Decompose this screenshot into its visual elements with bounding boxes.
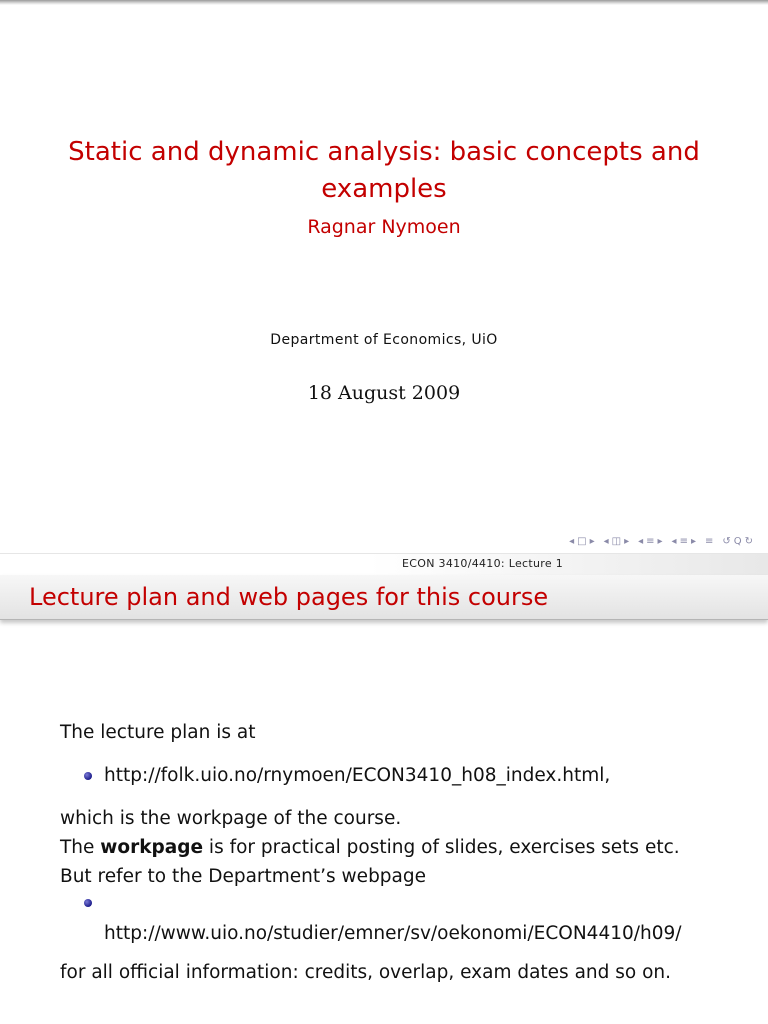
- slide-institute: Department of Economics, UiO: [270, 332, 498, 348]
- nav-search-icon[interactable]: ↺Q↻: [722, 536, 756, 547]
- nav-doc-icon[interactable]: ≡: [704, 536, 717, 547]
- bullet-icon: [84, 899, 92, 907]
- workpage-description: which is the workpage of the course.: [60, 808, 402, 829]
- nav-subsection-icon[interactable]: ◂≡▸: [671, 536, 699, 547]
- slide-title: Static and dynamic analysis: basic concepts and examples: [68, 137, 700, 204]
- beamer-navigation: [569, 536, 756, 547]
- text-the: The: [60, 837, 101, 858]
- final-text: for all official information: credits, overlap, exam dates and so on.: [60, 962, 672, 983]
- bullet-icon: [84, 772, 92, 780]
- slide-author: Ragnar Nymoen: [307, 216, 461, 238]
- nav-section-icon[interactable]: ◂≡▸: [638, 536, 666, 547]
- text-purpose-rest: is for practical posting of slides, exercises sets etc.: [203, 837, 680, 858]
- footer-lecture-label: ECON 3410/4410: Lecture 1: [402, 557, 563, 570]
- department-link[interactable]: http://www.uio.no/studier/emner/sv/oekonomi/ECON4410/h09/: [104, 923, 682, 944]
- top-shadow-bar: [0, 0, 768, 5]
- intro-text: The lecture plan is at: [60, 722, 256, 743]
- slide-date: 18 August 2009: [307, 382, 461, 404]
- nav-frame-icon[interactable]: ◂□▸: [569, 536, 598, 547]
- workpage-link[interactable]: http://folk.uio.no/rnymoen/ECON3410_h08_index.html,: [104, 765, 611, 786]
- list-item: [60, 919, 760, 948]
- nav-subsection-icon[interactable]: ◂◫▸: [603, 536, 633, 547]
- frame-title: Lecture plan and web pages for this course: [29, 583, 549, 611]
- workpage-purpose: [60, 833, 760, 862]
- keyword-workpage: workpage: [100, 837, 204, 858]
- refer-text: But refer to the Department’s webpage: [60, 866, 427, 887]
- footer-strip: [0, 553, 768, 576]
- list-item: [60, 761, 760, 790]
- slide-content: [60, 718, 760, 987]
